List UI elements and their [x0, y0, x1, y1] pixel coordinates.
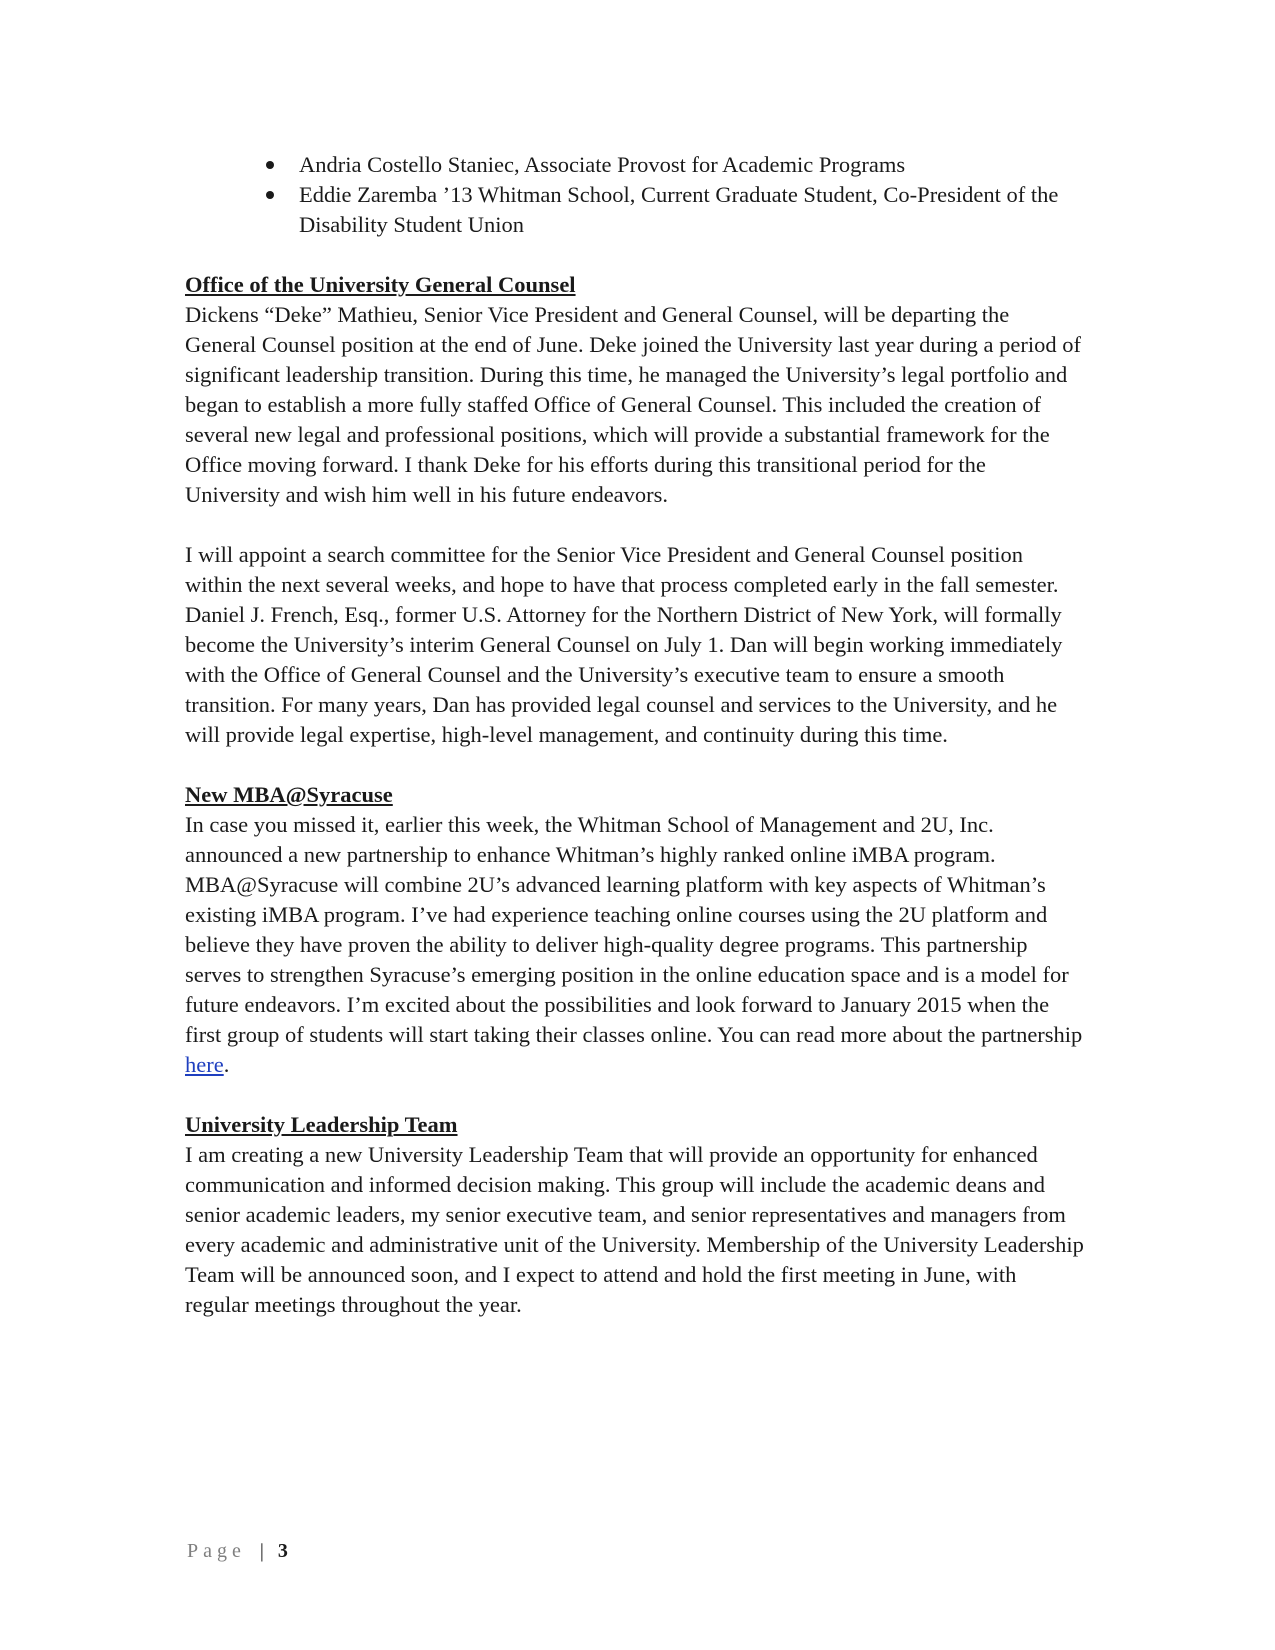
- section-heading: Office of the University General Counsel: [185, 272, 576, 297]
- paragraph-tail: .: [223, 1052, 230, 1077]
- list-item: [185, 180, 1085, 240]
- page-separator: |: [259, 1540, 264, 1562]
- paragraph: I am creating a new University Leadership Team that will provide an opportunity for enhanced communication and informed decision making. This group will include the academic deans and senior academic leaders, my senior executive team, and senior representatives and managers from every academic and administrative unit of the University. Membership of the University Leadership Team will be announced soon, and I expect to attend and hold the first meeting in June, with regular meetings throughout the year.: [185, 1142, 1084, 1317]
- section-leadership-team: [185, 1110, 1085, 1320]
- list-item: [185, 150, 1085, 180]
- page-label: Page: [187, 1540, 246, 1562]
- bullet-text: Andria Costello Staniec, Associate Provost for Academic Programs: [299, 152, 906, 177]
- section-heading: University Leadership Team: [185, 1112, 458, 1137]
- paragraph: [185, 810, 1085, 1080]
- page-footer: [187, 1540, 288, 1563]
- paragraph: I will appoint a search committee for the Senior Vice President and General Counsel position within the next several weeks, and hope to have that process completed early in the fall semester. Daniel J. French, Esq., former U.S. Attorney for the Northern District of New York, will formally become the University’s interim General Counsel on July 1. Dan will begin working immediately with the Office of General Counsel and the University’s executive team to ensure a smooth transition. For many years, Dan has provided legal counsel and services to the University, and he will provide legal expertise, high-level management, and continuity during this time.: [185, 542, 1063, 747]
- paragraph-text: In case you missed it, earlier this week, the Whitman School of Management and 2U, Inc. announced a new partnership to enhance Whitman’s highly ranked online iMBA program. MBA@Syracuse will combine 2U’s advanced learning platform with key aspects of Whitman’s existing iMBA program. I’ve had experience teaching online courses using the 2U platform and believe they have proven the ability to deliver high-quality degree programs. This partnership serves to strengthen Syracuse’s emerging position in the online education space and is a model for future endeavors. I’m excited about the possibilities and look forward to January 2015 when the first group of students will start taking their classes online. You can read more about the partnership: [185, 812, 1083, 1047]
- bullet-text: Eddie Zaremba ’13 Whitman School, Current Graduate Student, Co-President of the Disability Student Union: [299, 182, 1059, 237]
- bullet-list: [185, 150, 1085, 240]
- document-page: [185, 150, 1085, 1320]
- page-number: 3: [277, 1540, 288, 1562]
- section-general-counsel: [185, 270, 1085, 750]
- partnership-link[interactable]: here: [185, 1052, 224, 1077]
- section-heading: New MBA@Syracuse: [185, 782, 393, 807]
- section-mba-syracuse: [185, 780, 1085, 1080]
- paragraph: Dickens “Deke” Mathieu, Senior Vice President and General Counsel, will be departing the General Counsel position at the end of June. Deke joined the University last year during a period of significant leadership transition. During this time, he managed the University’s legal portfolio and began to establish a more fully staffed Office of General Counsel. This included the creation of several new legal and professional positions, which will provide a substantial framework for the Office moving forward. I thank Deke for his efforts during this transitional period for the University and wish him well in his future endeavors.: [185, 302, 1082, 507]
